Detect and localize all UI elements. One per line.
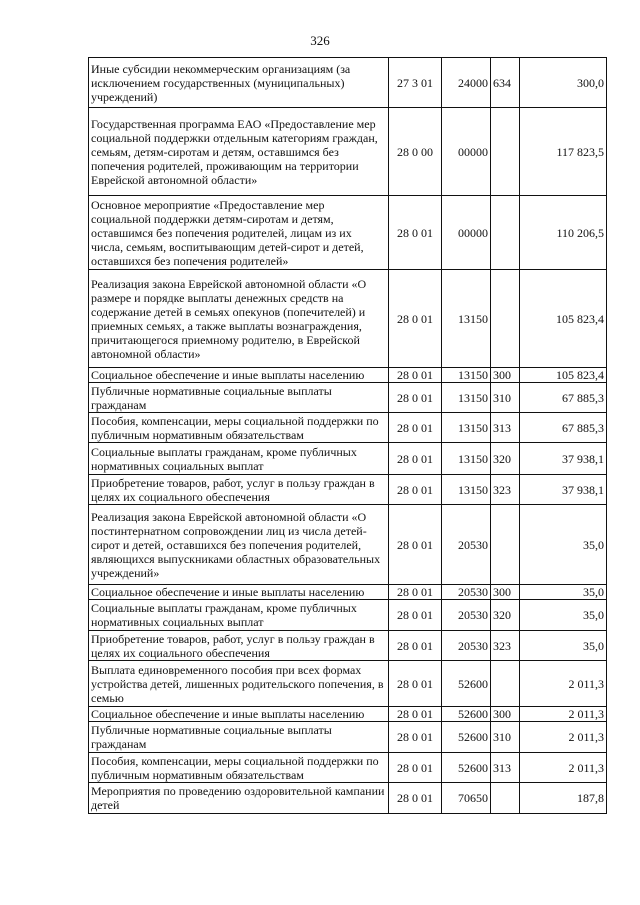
table-row — [89, 475, 607, 505]
row-section-code: 28 0 01 — [389, 661, 442, 707]
row-name: Выплата единовременного пособия при всех формах устройства детей, лишенных родительского попечения, в семью — [89, 661, 389, 707]
row-section-code: 27 3 01 — [389, 58, 442, 108]
row-name: Приобретение товаров, работ, услуг в пользу граждан в целях их социального обеспечения — [89, 475, 389, 505]
row-section-code: 28 0 01 — [389, 753, 442, 783]
row-target-code: 20530 — [442, 600, 491, 631]
row-target-code: 00000 — [442, 108, 491, 196]
row-amount: 35,0 — [520, 631, 607, 661]
page-number: 326 — [310, 33, 330, 48]
row-target-code: 52600 — [442, 661, 491, 707]
row-target-code: 13150 — [442, 270, 491, 368]
table-row — [89, 707, 607, 722]
row-section-code: 28 0 01 — [389, 475, 442, 505]
table-row — [89, 753, 607, 783]
row-name: Государственная программа ЕАО «Предоставление мер социальной поддержки отдельным категориям граждан, семьям, детям-сиротам и детям, оставшимся без попечения родителей, проживающим на территории Еврейской автономной области» — [89, 108, 389, 196]
table-row — [89, 505, 607, 585]
row-target-code: 13150 — [442, 383, 491, 413]
row-target-code: 00000 — [442, 196, 491, 270]
row-name: Мероприятия по проведению оздоровительной кампании детей — [89, 783, 389, 814]
row-target-code: 13150 — [442, 475, 491, 505]
row-amount: 2 011,3 — [520, 722, 607, 753]
row-expense-kind — [491, 505, 520, 585]
row-expense-kind — [491, 270, 520, 368]
table-row — [89, 443, 607, 475]
table-row — [89, 631, 607, 661]
row-section-code: 28 0 01 — [389, 631, 442, 661]
row-expense-kind — [491, 783, 520, 814]
row-name: Основное мероприятие «Предоставление мер социальной поддержки детям-сиротам и детям, оставшимся без попечения родителей, лицам из их числа, семьям, воспитывающим детей-сирот и детей, оставшихся без попечения родителей» — [89, 196, 389, 270]
row-expense-kind: 323 — [491, 631, 520, 661]
row-target-code: 24000 — [442, 58, 491, 108]
row-name: Приобретение товаров, работ, услуг в пользу граждан в целях их социального обеспечения — [89, 631, 389, 661]
row-amount: 187,8 — [520, 783, 607, 814]
table-row — [89, 108, 607, 196]
row-name: Пособия, компенсации, меры социальной поддержки по публичным нормативным обязательствам — [89, 753, 389, 783]
row-amount: 117 823,5 — [520, 108, 607, 196]
row-target-code: 13150 — [442, 368, 491, 383]
row-section-code: 28 0 01 — [389, 368, 442, 383]
table-row — [89, 722, 607, 753]
table-row — [89, 413, 607, 443]
row-section-code: 28 0 01 — [389, 707, 442, 722]
row-expense-kind: 313 — [491, 753, 520, 783]
row-name: Реализация закона Еврейской автономной области «О размере и порядке выплаты денежных средств на содержание детей в семьях опекунов (попечителей) и приемных семьях, а также выплаты вознаграждения, причитающегося приемному родителю, в Еврейской автономной области» — [89, 270, 389, 368]
row-expense-kind: 310 — [491, 722, 520, 753]
row-target-code: 20530 — [442, 585, 491, 600]
table-row — [89, 661, 607, 707]
row-target-code: 52600 — [442, 707, 491, 722]
row-section-code: 28 0 01 — [389, 383, 442, 413]
row-expense-kind: 634 — [491, 58, 520, 108]
row-expense-kind: 300 — [491, 585, 520, 600]
table-row — [89, 270, 607, 368]
row-expense-kind: 320 — [491, 443, 520, 475]
row-amount: 37 938,1 — [520, 475, 607, 505]
row-expense-kind: 320 — [491, 600, 520, 631]
row-target-code: 52600 — [442, 722, 491, 753]
row-amount: 35,0 — [520, 505, 607, 585]
row-name: Публичные нормативные социальные выплаты гражданам — [89, 383, 389, 413]
row-amount: 300,0 — [520, 58, 607, 108]
row-amount: 105 823,4 — [520, 270, 607, 368]
row-amount: 67 885,3 — [520, 383, 607, 413]
row-section-code: 28 0 01 — [389, 443, 442, 475]
row-amount: 110 206,5 — [520, 196, 607, 270]
row-section-code: 28 0 01 — [389, 196, 442, 270]
row-section-code: 28 0 01 — [389, 505, 442, 585]
table-body — [89, 58, 607, 814]
row-amount: 35,0 — [520, 600, 607, 631]
row-amount: 2 011,3 — [520, 661, 607, 707]
row-target-code: 70650 — [442, 783, 491, 814]
row-expense-kind: 313 — [491, 413, 520, 443]
row-amount: 37 938,1 — [520, 443, 607, 475]
row-amount: 105 823,4 — [520, 368, 607, 383]
row-amount: 2 011,3 — [520, 753, 607, 783]
row-amount: 2 011,3 — [520, 707, 607, 722]
table-row — [89, 58, 607, 108]
row-section-code: 28 0 01 — [389, 783, 442, 814]
row-name: Публичные нормативные социальные выплаты гражданам — [89, 722, 389, 753]
row-name: Пособия, компенсации, меры социальной поддержки по публичным нормативным обязательствам — [89, 413, 389, 443]
row-amount: 67 885,3 — [520, 413, 607, 443]
row-target-code: 20530 — [442, 631, 491, 661]
table-row — [89, 783, 607, 814]
row-section-code: 28 0 01 — [389, 585, 442, 600]
table-row — [89, 368, 607, 383]
row-name: Социальное обеспечение и иные выплаты населению — [89, 368, 389, 383]
row-section-code: 28 0 00 — [389, 108, 442, 196]
row-name: Социальное обеспечение и иные выплаты населению — [89, 707, 389, 722]
row-expense-kind: 323 — [491, 475, 520, 505]
row-name: Иные субсидии некоммерческим организациям (за исключением государственных (муниципальных) учреждений) — [89, 58, 389, 108]
row-target-code: 20530 — [442, 505, 491, 585]
row-expense-kind: 300 — [491, 707, 520, 722]
row-expense-kind — [491, 196, 520, 270]
row-target-code: 13150 — [442, 443, 491, 475]
row-section-code: 28 0 01 — [389, 722, 442, 753]
row-expense-kind — [491, 661, 520, 707]
row-name: Социальное обеспечение и иные выплаты населению — [89, 585, 389, 600]
table-row — [89, 196, 607, 270]
row-amount: 35,0 — [520, 585, 607, 600]
row-expense-kind: 310 — [491, 383, 520, 413]
row-target-code: 13150 — [442, 413, 491, 443]
table-row — [89, 600, 607, 631]
row-expense-kind — [491, 108, 520, 196]
row-section-code: 28 0 01 — [389, 413, 442, 443]
row-section-code: 28 0 01 — [389, 270, 442, 368]
row-section-code: 28 0 01 — [389, 600, 442, 631]
table-row — [89, 585, 607, 600]
row-expense-kind: 300 — [491, 368, 520, 383]
budget-table — [88, 57, 607, 814]
row-name: Социальные выплаты гражданам, кроме публичных нормативных социальных выплат — [89, 443, 389, 475]
row-name: Реализация закона Еврейской автономной области «О постинтернатном сопровождении лиц из числа детей-сирот и детей, оставшихся без попечения родителей, являющихся выпускниками областных образовательных учреждений» — [89, 505, 389, 585]
table-row — [89, 383, 607, 413]
row-name: Социальные выплаты гражданам, кроме публичных нормативных социальных выплат — [89, 600, 389, 631]
row-target-code: 52600 — [442, 753, 491, 783]
